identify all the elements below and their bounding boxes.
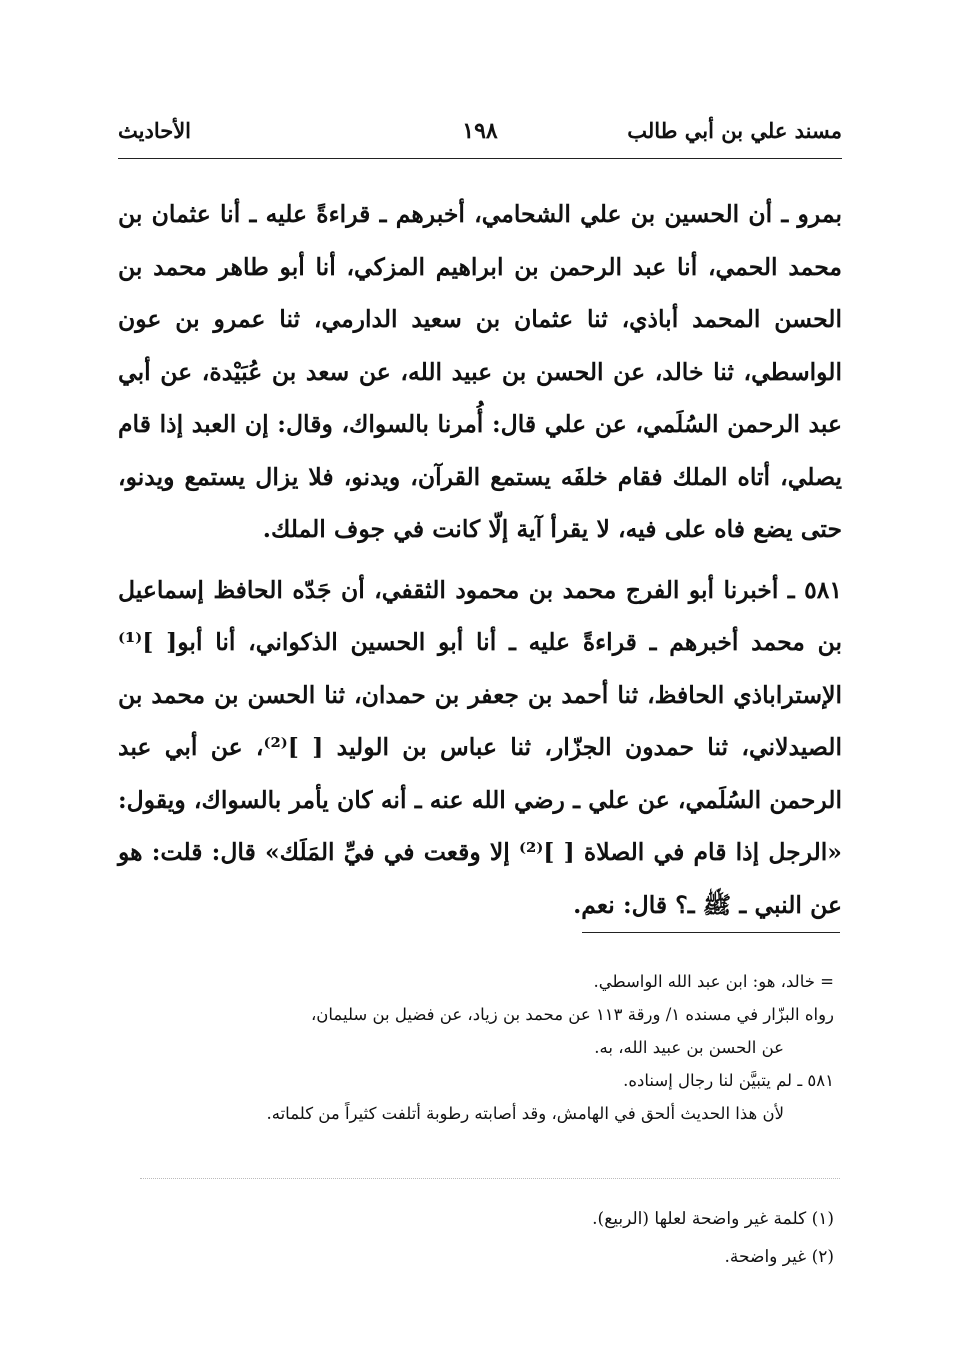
page-header: [118, 118, 842, 158]
note-line: رواه البزّار في مسنده ١/ ورقة ١١٣ عن محمد بن زياد، عن فضيل بن سليمان،: [310, 1005, 834, 1024]
book-title: مسند علي بن أبي طالب: [627, 118, 842, 143]
paragraph-hadith-581: ٥٨١ ـ أخبرنا أبو الفرج محمد بن محمود الثقفي، أن جَدّه الحافظ إسماعيل بن محمد أخبرهم ـ قراءةً عليه ـ أنا أبو الحسين الذكواني، أنا أبو[ ]⁽¹⁾ الإستراباذي الحافظ، ثنا أحمد بن جعفر بن حمدان، ثنا الحسن بن محمد بن الصيدلاني، ثنا حمدون الجزّار، ثنا عباس بن الوليد [ ]⁽²⁾، عن أبي عبد الرحمن السُلَمي، عن علي ـ رضي الله عنه ـ أنه كان يأمر بالسواك، ويقول: «الرجل إذا قام في الصلاة [ ]⁽²⁾ إلا وقعت في فيِّ المَلَك» قال: قلت: هو عن النبي ـ ﷺ ـ؟ قال: نعم.: [118, 575, 842, 919]
page-number: ١٩٨: [462, 118, 498, 144]
notes-divider: [582, 932, 840, 933]
header-divider: [118, 158, 842, 159]
commentary-notes: [118, 965, 834, 1130]
footnote-2: (٢) غير واضحة.: [724, 1247, 834, 1267]
note-line: = خالد، هو: ابن عبد الله الواسطي.: [593, 972, 834, 991]
footnotes: [118, 1200, 834, 1276]
footnote-1: (١) كلمة غير واضحة لعلها (الربيع).: [592, 1209, 834, 1229]
section-title: الأحاديث: [118, 118, 192, 143]
note-line: ٥٨١ ـ لم يتبيَّن لنا رجال إسناده.: [623, 1071, 834, 1090]
note-line: لأن هذا الحديث ألحق في الهامش، وقد أصابته رطوبة أتلفت كثيراً من كلماته.: [266, 1104, 784, 1123]
main-text: [118, 188, 842, 939]
paragraph-continued: بمرو ـ أن الحسين بن علي الشحامي، أخبرهم ـ قراءةً عليه ـ أنا عثمان بن محمد الحمي، أنا عبد الرحمن بن ابراهيم المزكي، أنا أبو طاهر محمد بن الحسن المحمد أباذي، ثنا عثمان بن سعيد الدارمي، ثنا عمرو بن عون الواسطي، ثنا خالد، عن الحسن بن عبيد الله، عن سعد بن عُبَيْدة، عن أبي عبد الرحمن السُلَمي، عن علي قال: أُمرنا بالسواك، وقال: إن العبد إذا قام يصلي، أتاه الملك فقام خلفَه يستمع القرآن، ويدنو، فلا يزال يستمع ويدنو، حتى يضع فاه على فيه، لا يقرأ آية إلّا كانت في جوف الملك.: [118, 200, 842, 543]
note-line: عن الحسن بن عبيد الله، به.: [594, 1038, 784, 1057]
footnotes-divider: [140, 1178, 840, 1179]
